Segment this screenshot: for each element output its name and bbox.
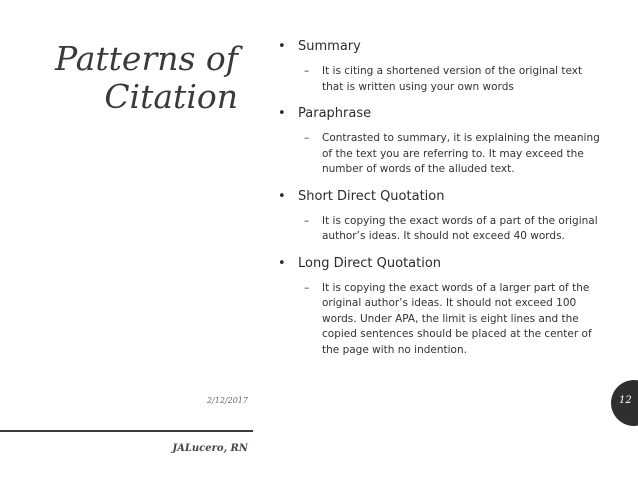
- slide-title: [18, 40, 238, 116]
- sub-bullet-text: Contrasted to summary, it is explaining the meaning of the text you are referring to. It may exceed the number of words of the alluded text.: [322, 132, 600, 175]
- bullet-item-paraphrase: [278, 105, 600, 122]
- bullet-item-short-direct-quotation: [278, 188, 600, 205]
- bullet-label: Paraphrase: [298, 106, 372, 121]
- sub-bullet-short-direct-quotation: [278, 214, 600, 245]
- dash-icon: –: [304, 281, 310, 294]
- bullet-dot-icon: •: [278, 106, 286, 121]
- bullet-list: [278, 38, 600, 368]
- sub-bullet-long-direct-quotation: [278, 281, 600, 359]
- bullet-label: Short Direct Quotation: [298, 188, 445, 204]
- sub-bullet-text: It is copying the exact words of a part of the original author’s ideas. It should not exceed 40 words.: [322, 214, 598, 242]
- slide-author: JALucero, RN: [172, 443, 248, 454]
- bullet-label: Summary: [298, 39, 361, 54]
- page-number: 12: [619, 395, 632, 406]
- slide-date: 2/12/2017: [206, 396, 248, 405]
- dash-icon: –: [304, 214, 310, 227]
- footer-divider: [0, 430, 253, 432]
- sub-bullet-paraphrase: [278, 131, 600, 178]
- sub-bullet-summary: [278, 64, 600, 95]
- page-number-badge: [611, 380, 638, 426]
- bullet-dot-icon: •: [278, 188, 286, 204]
- sub-bullet-text: It is citing a shortened version of the original text that is written using your own words: [322, 65, 583, 93]
- bullet-label: Long Direct Quotation: [298, 255, 442, 271]
- dash-icon: –: [304, 65, 310, 77]
- sub-bullet-text: It is copying the exact words of a larger part of the original author’s ideas. It should not exceed 100 words. Under APA, the limit is eight lines and the copied sentences should be placed at the center of the page with no indention.: [322, 281, 592, 356]
- bullet-dot-icon: •: [278, 255, 286, 271]
- slide-title-line: Patterns of: [55, 39, 238, 78]
- dash-icon: –: [304, 132, 310, 144]
- slide-title-line: Citation: [104, 77, 238, 116]
- bullet-item-long-direct-quotation: [278, 255, 600, 272]
- bullet-item-summary: [278, 38, 600, 55]
- bullet-dot-icon: •: [278, 39, 286, 54]
